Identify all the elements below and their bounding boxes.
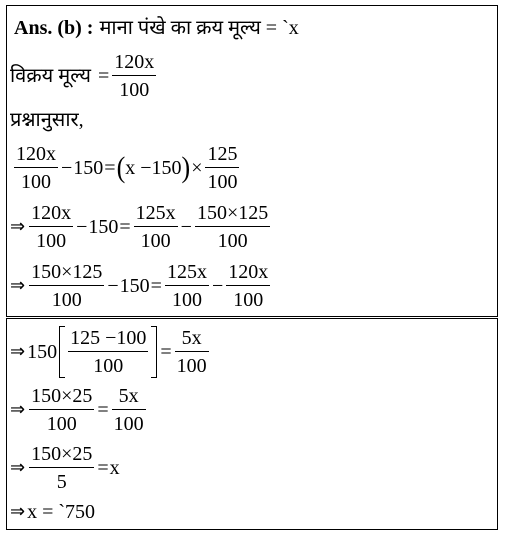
as-per-question-line xyxy=(10,110,84,130)
implies-arrow-icon: ⇒ xyxy=(10,216,26,237)
fraction: $\frac{120x}{100}$ xyxy=(31,202,72,252)
selling-price-label: विक्रय मूल्य xyxy=(10,65,91,87)
fraction: $\frac{150\times 125}{100}$ xyxy=(196,202,269,252)
equation-line-1: $\frac{120x}{100}$ − 150 = ( x −150 ) × $\frac{125}{100}$ xyxy=(16,143,238,193)
fraction: $\frac{5x}{100}$ xyxy=(176,327,207,377)
fraction: $\frac{125x}{100}$ xyxy=(166,261,207,311)
implies-arrow-icon: ⇒ xyxy=(10,457,26,478)
equation-line-3: ⇒ $\frac{150\times 125}{100}$ − 150 = $\frac{125x}{100}$ − $\frac{120x}{100}$ xyxy=(10,261,269,311)
final-answer: x = `750 xyxy=(27,501,96,523)
final-answer-line xyxy=(10,502,95,522)
fraction: $\frac{5x}{100}$ xyxy=(113,385,144,435)
implies-arrow-icon: ⇒ xyxy=(10,341,26,362)
fraction: $\frac{125 -100}{100}$ xyxy=(70,327,147,377)
as-per-question-label: प्रश्नानुसार, xyxy=(10,109,84,131)
equals-sign: = xyxy=(97,65,110,87)
fraction: $\frac{125x}{100}$ xyxy=(135,202,176,252)
fraction: $\frac{120x}{100}$ xyxy=(228,261,269,311)
implies-arrow-icon: ⇒ xyxy=(10,275,26,296)
cost-price-statement: माना पंखे का क्रय मूल्य = `x xyxy=(99,17,299,39)
equation-line-5: ⇒ $\frac{150\times 25}{100}$ = $\frac{5x}{100}$ xyxy=(10,385,144,435)
square-bracket-group xyxy=(59,326,157,378)
answer-line xyxy=(14,18,299,38)
fraction: $\frac{125}{100}$ xyxy=(207,143,238,193)
equation-line-4: ⇒ 150 $\frac{125 -100}{100}$ = $\frac{5x}{100}$ xyxy=(10,327,207,377)
fraction: $\frac{120x}{100}$ xyxy=(16,143,56,193)
fraction: $\frac{150\times 25}{5}$ xyxy=(31,443,93,493)
answer-label: Ans. (b) : xyxy=(14,17,94,39)
implies-arrow-icon: ⇒ xyxy=(10,399,26,420)
fraction: $\frac{150\times 125}{100}$ xyxy=(31,261,103,311)
fraction: $\frac{150\times 25}{100}$ xyxy=(31,385,93,435)
equation-line-6: ⇒ $\frac{150\times 25}{5}$ = x xyxy=(10,443,120,493)
selling-price-line xyxy=(10,52,158,100)
fraction: $\frac{120x}{100}$ xyxy=(114,51,155,101)
implies-arrow-icon: ⇒ xyxy=(10,501,26,522)
equation-line-2: ⇒ $\frac{120x}{100}$ − 150 = $\frac{125x}{100}$ − $\frac{150\times 125}{100}$ xyxy=(10,202,269,252)
